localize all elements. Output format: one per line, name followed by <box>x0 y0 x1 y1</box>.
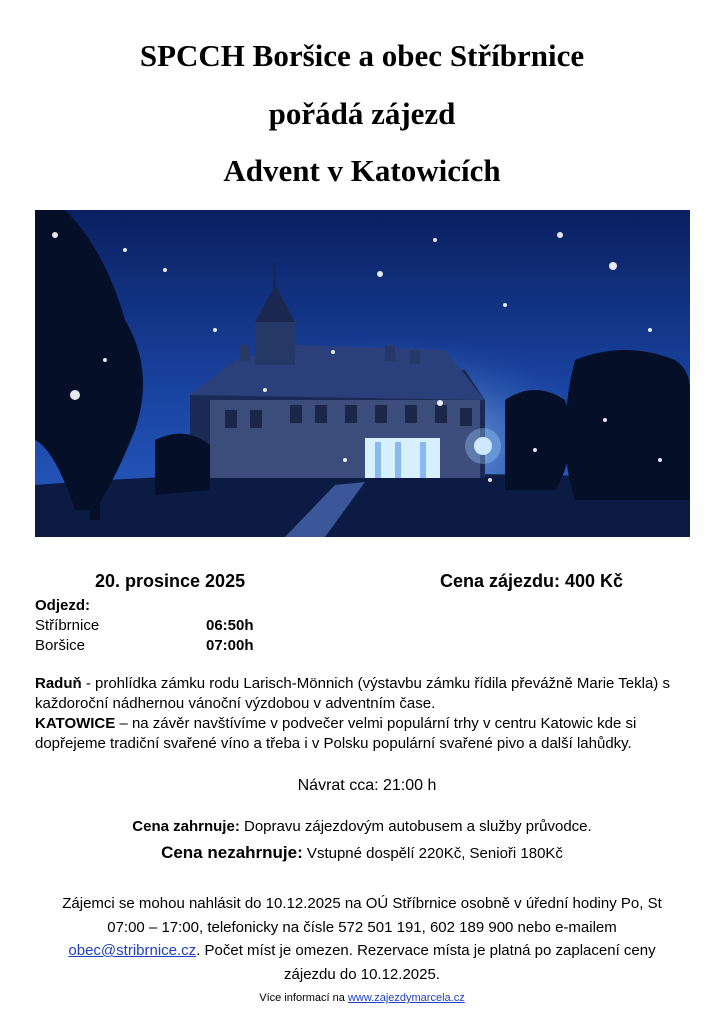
price-includes <box>0 818 724 835</box>
departure-time: 07:00h <box>206 637 254 654</box>
footer <box>0 992 724 1004</box>
program-katowice <box>35 714 695 754</box>
radun-text: - prohlídka zámku rodu Larisch-Mönnich (výstavbu zámku řídila převážně Marie Tekla) s každoroční nádhernou vánoční výzdobou v adventním čase. <box>35 675 670 712</box>
email-link[interactable]: obec@stribrnice.cz <box>68 942 197 959</box>
castle-night-photo <box>35 210 690 537</box>
excludes-label: Cena nezahrnuje: <box>161 843 303 862</box>
katowice-label: KATOWICE <box>35 715 116 732</box>
excludes-text: Vstupné dospělí 220Kč, Senioři 180Kč <box>302 845 563 862</box>
contact-line <box>0 939 724 963</box>
trip-date: 20. prosince 2025 <box>95 571 246 591</box>
title-line-2: pořádá zájezd <box>268 96 456 131</box>
departure-place: Stříbrnice <box>35 617 100 634</box>
includes-label: Cena zahrnuje: <box>132 818 240 835</box>
program-radun <box>35 674 695 714</box>
footer-link[interactable]: www.zajezdymarcela.cz <box>347 992 465 1004</box>
title-line-3: Advent v Katowicích <box>223 153 501 188</box>
footer-text: Více informací na <box>259 992 348 1004</box>
trip-price: Cena zájezdu: 400 Kč <box>440 571 624 591</box>
return-time: Návrat cca: 21:00 h <box>297 777 437 794</box>
departure-time: 06:50h <box>206 617 254 634</box>
contact-line: Zájemci se mohou nahlásit do 10.12.2025 na OÚ Stříbrnice osobně v úřední hodiny Po, St <box>62 895 662 912</box>
contact-line: 07:00 – 17:00, telefonicky na čísle 572 501 191, 602 189 900 nebo e-mailem <box>107 918 617 936</box>
contact-info <box>0 892 724 986</box>
katowice-text: – na závěr navštívíme v podvečer velmi populární trhy v centru Katowic kde si dopřejeme tradiční svařené víno a třeba i v Polsku populární svařené pivo a další lahůdky. <box>35 715 637 752</box>
title-line-1: SPCCH Boršice a obec Stříbrnice <box>139 38 585 73</box>
departure-place: Boršice <box>35 637 86 654</box>
radun-label: Raduň <box>35 675 82 692</box>
contact-line-rest: . Počet míst je omezen. Rezervace místa je platná po zaplacení ceny <box>196 942 656 959</box>
price-excludes <box>0 843 724 863</box>
departure-heading: Odjezd: <box>35 597 90 614</box>
includes-text: Dopravu zájezdovým autobusem a služby průvodce. <box>239 818 592 835</box>
contact-line: zájezdu do 10.12.2025. <box>284 965 440 983</box>
